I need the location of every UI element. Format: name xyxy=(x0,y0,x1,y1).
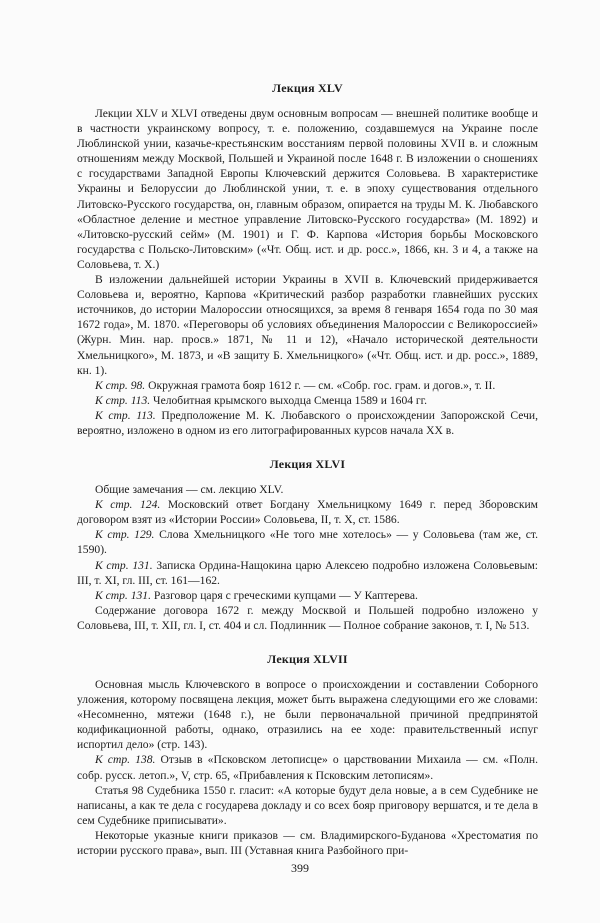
note-page-ref: К стр. 124. xyxy=(95,498,161,512)
lecture-47-paragraph-1: Основная мысль Ключевского в вопросе о происхождении и составлении Соборного уложения, которому посвящена лекция, может быть выражена следующими его же словами: «Несомненно, мятежи (1648 г.), не были первоначальной причиной предпринятой кодификационной работы, однако, отразились на ее ходе: правительственный испуг испортил дело» (стр. 143). xyxy=(77,678,538,752)
note-text: Окружная грамота бояр 1612 г. — см. «Собр. гос. грам. и догов.», т. II. xyxy=(145,378,496,392)
lecture-45-paragraph-1: Лекции XLV и XLVI отведены двум основным вопросам — внешней политике вообще и в частности украинскому вопросу, т. е. положению, создавшемуся на Украине после Люблинской унии, казачье-крестьянским восстаниям первой половины XVII в. и сложным отношениям между Москвой, Польшей и Украиной после 1648 г. В изложении о сношениях с государствами Западной Европы Ключевский держится Соловьева. В характеристике Украины и Белоруссии до Люблинской унии, т. е. в эпоху существования отдельного Литовско-Русского государства, он, главным образом, опирается на труды М. К. Любавского «Областное деление и местное управление Литовско-Русского государства» (М. 1892) и «Литовско-русский сейм» (М. 1901) и Г. Ф. Карпова «История борьбы Московского государства с Польско-Литовским» («Чт. Общ. ист. и др. росс.», 1866, кн. 3 и 4, а также на Соловьева, т. Х.) xyxy=(77,107,538,271)
note-page-ref: К стр. 138. xyxy=(95,753,156,767)
lecture-47-paragraph-2: Статья 98 Судебника 1550 г. гласит: «А которые будут дела новые, а в сем Судебнике не написаны, а как те дела с государева докладу и со всех бояр приговору вершатся, и те дела в сем Судебнике приписывати». xyxy=(77,783,538,827)
lecture-46-paragraph-1: Общие замечания — см. лекцию XLV. xyxy=(95,483,284,497)
note-page-ref: К стр. 131. xyxy=(95,558,153,572)
note-text: Записка Ордина-Нащокина царю Алексею подробно изложена Соловьевым: III, т. XI, гл. III, ст. 161—162. xyxy=(77,558,539,587)
lecture-47-paragraph-3: Некоторые указные книги приказов — см. Владимирского-Буданова «Хрестоматия по истории русского права», вып. III (Уставная книга Разбойного при- xyxy=(77,828,538,858)
lecture-47-heading: Лекция XLVII xyxy=(267,652,348,666)
lecture-46-paragraph-2: Содержание договора 1672 г. между Москвой и Польшей подробно изложено у Соловьева, III, т. XII, гл. I, ст. 404 и сл. Подлинник — Полное собрание законов, т. I, № 513. xyxy=(77,603,538,632)
page-number: 399 xyxy=(291,861,309,875)
note-text: Слова Хмельницкого «Не того мне хотелось» — у Соловьева (там же, ст. 1590). xyxy=(77,528,539,557)
note-text: Московский ответ Богдану Хмельницкому 1649 г. перед Зборовским договором взят из «Истории России» Соловьева, II, т. X, ст. 1586. xyxy=(77,498,539,527)
lecture-45-heading: Лекция XLV xyxy=(272,81,343,95)
lecture-45-note-1 xyxy=(77,378,538,393)
note-page-ref: К стр. 113. xyxy=(95,393,151,407)
note-text: Разговор царя с греческими купцами — У Каптерева. xyxy=(151,588,418,602)
note-page-ref: К стр. 129. xyxy=(95,528,155,542)
lecture-45-note-2 xyxy=(77,393,538,408)
lecture-46-note-3 xyxy=(77,558,538,588)
lecture-46-note-2 xyxy=(77,527,538,557)
note-text: Челобитная крымского выходца Сменца 1589 и 1604 гг. xyxy=(150,393,428,407)
text-column xyxy=(77,80,538,858)
note-page-ref: К стр. 98. xyxy=(95,378,146,392)
lecture-46-heading: Лекция XLVI xyxy=(269,457,346,472)
note-text: Предположение М. К. Любавского о происхождении Запорожской Сечи, вероятно, изложено в одном из его литографированных курсов начала XX в. xyxy=(77,408,539,437)
note-text: Отзыв в «Псковском летописце» о царствовании Михаила — см. «Полн. собр. русск. летоп.», V, стр. 65, «Прибавления к Псковским летописям». xyxy=(77,753,539,782)
note-page-ref: К стр. 131. xyxy=(95,588,151,602)
lecture-45-paragraph-2: В изложении дальнейшей истории Украины в XVII в. Ключевский придерживается Соловьева и, вероятно, Карпова «Критический разбор разработки главнейших русских источников, до истории Малороссии относящихся, за время 8 генваря 1654 года по 30 мая 1672 года», М. 1870. «Переговоры об условиях объединения Малороссии с Великороссией» (Журн. Мин. нар. просв.» 1871, № 11 и 12), «Начало исторической деятельности Хмельницкого», М. 1873, и «В защиту Б. Хмельницкого» («Чт. Общ. ист. и др. росс.», 1889, кн. 1). xyxy=(77,273,538,377)
lecture-45-note-3 xyxy=(77,408,538,438)
lecture-46-note-1 xyxy=(77,497,538,527)
note-page-ref: К стр. 113. xyxy=(95,408,156,422)
lecture-47-note-1 xyxy=(77,752,538,782)
lecture-46-note-4 xyxy=(77,588,538,603)
